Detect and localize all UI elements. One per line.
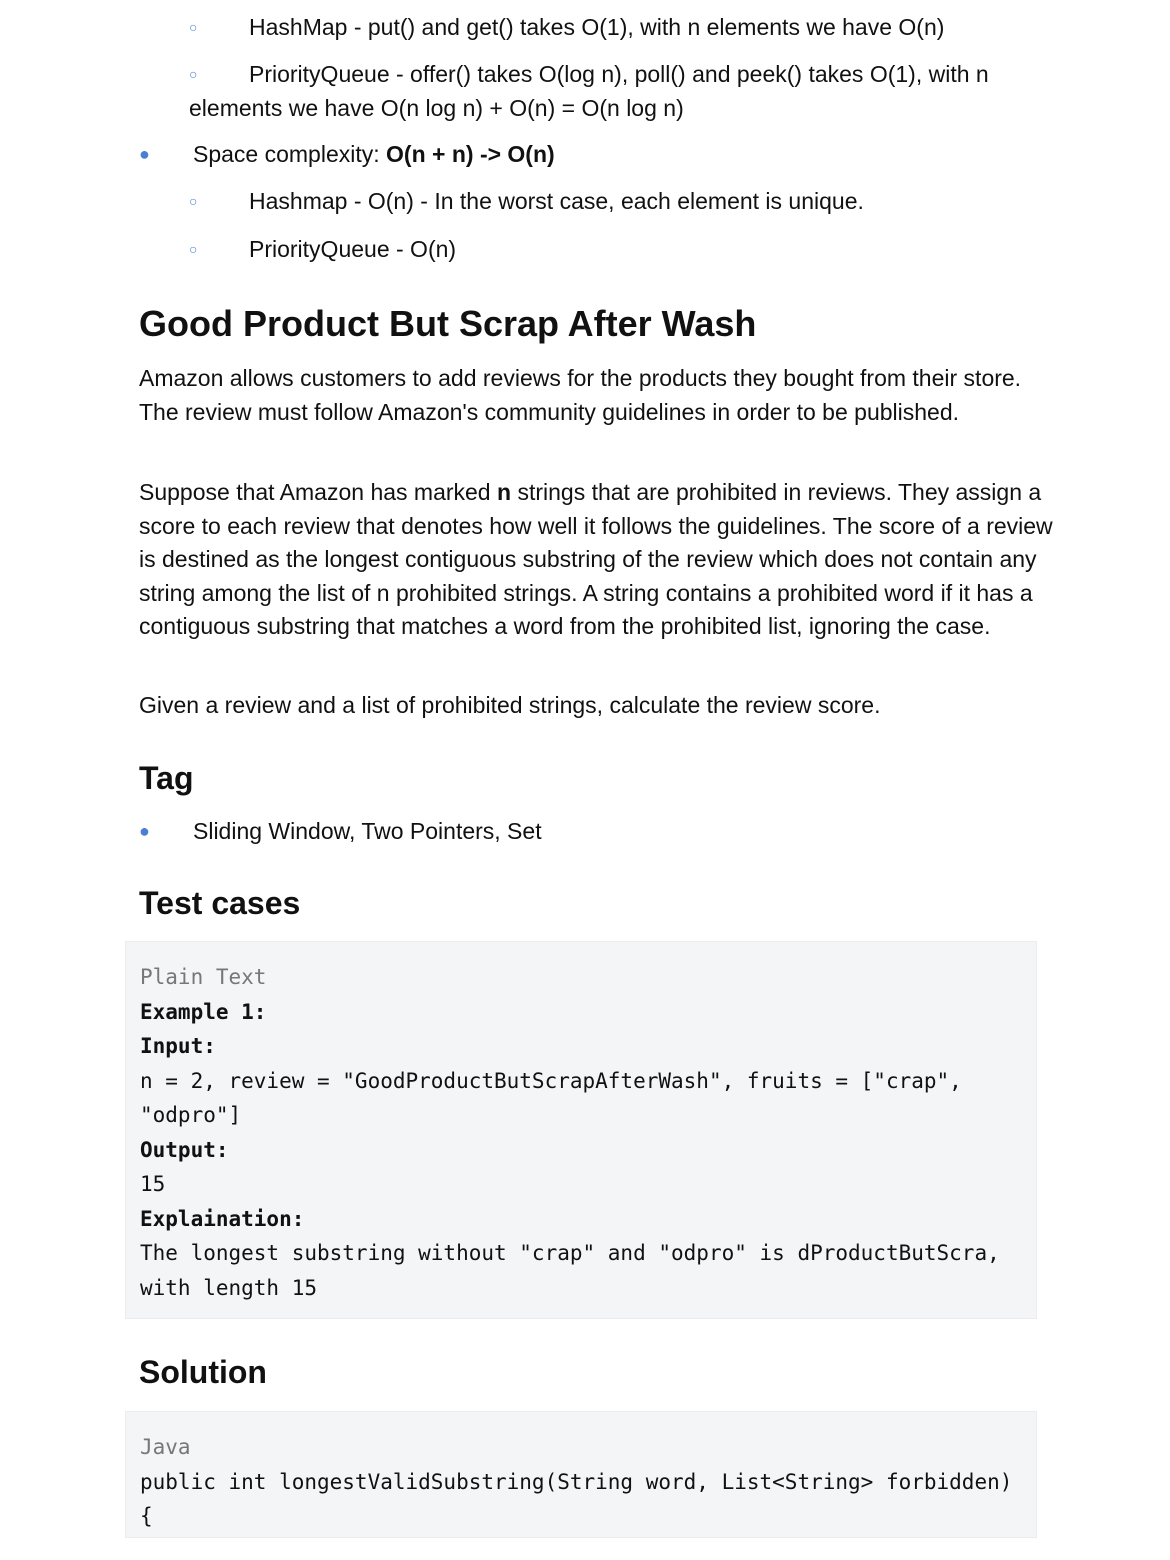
list-item-text: HashMap - put() and get() takes O(1), with n elements we have O(n) [249,14,945,40]
space-complexity-label: Space complexity: [193,141,387,167]
page-title: Good Product But Scrap After Wash [139,303,757,344]
test-cases-heading: Test cases [139,885,301,921]
circle-bullet-icon: ○ [189,241,198,257]
problem-intro-paragraph: Amazon allows customers to add reviews for the products they bought from their store. The review must follow Amazon's community guidelines in order to be published. [139,365,1022,425]
tag-item-text: Sliding Window, Two Pointers, Set [193,818,542,844]
space-complexity-text [193,137,555,171]
paragraph-text: Suppose that Amazon has marked [139,479,497,505]
explanation-value: The longest substring without "crap" and "odpro" is dProductButScra, with length 15 [140,1241,1013,1300]
input-value: n = 2, review = "GoodProductButScrapAfterWash", fruits = ["crap", "odpro"] [140,1068,975,1127]
output-value: 15 [140,1172,166,1196]
solution-heading: Solution [139,1354,267,1390]
code-language-label: Java [140,1435,191,1459]
list-item-text: PriorityQueue - offer() takes O(log n), poll() and peek() takes O(1), with n elements we have O(n log n) + O(n) = O(n log n) [189,61,989,121]
bullet-icon: ● [139,821,150,841]
paragraph-bold-text: n [497,479,512,505]
list-item [189,57,1049,125]
list-item-text: Hashmap - O(n) - In the worst case, each element is unique. [249,188,864,214]
problem-description-paragraph [139,476,1054,644]
problem-task-paragraph: Given a review and a list of prohibited strings, calculate the review score. [139,692,881,718]
test-cases-code-block [125,941,1037,1319]
bullet-icon: ● [139,144,150,164]
example-label: Example 1: [140,999,267,1024]
list-item-text: PriorityQueue - O(n) [249,236,457,262]
output-label: Output: [140,1137,229,1162]
tag-heading: Tag [139,760,194,796]
circle-bullet-icon: ○ [189,19,198,35]
solution-code-block [125,1411,1037,1538]
input-label: Input: [140,1034,216,1058]
space-complexity-value: O(n + n) -> O(n) [386,141,555,167]
circle-bullet-icon: ○ [189,66,198,82]
code-line: public int longestValidSubstring(String word, List<String> forbidden) { [140,1469,1026,1528]
circle-bullet-icon: ○ [189,193,198,209]
explanation-label: Explaination: [140,1206,305,1231]
code-language-label: Plain Text [140,965,267,989]
paragraph-text: strings that are prohibited in reviews. They assign a score to each review that denotes how well it follows the guidelines. The score of a review is destined as the longest contiguous substring of the review which does not contain any string among the list of n prohibited strings. A string contains a prohibited word if it has a contiguous substring that matches a word from the prohibited list, ignoring the case. [139,479,1053,639]
